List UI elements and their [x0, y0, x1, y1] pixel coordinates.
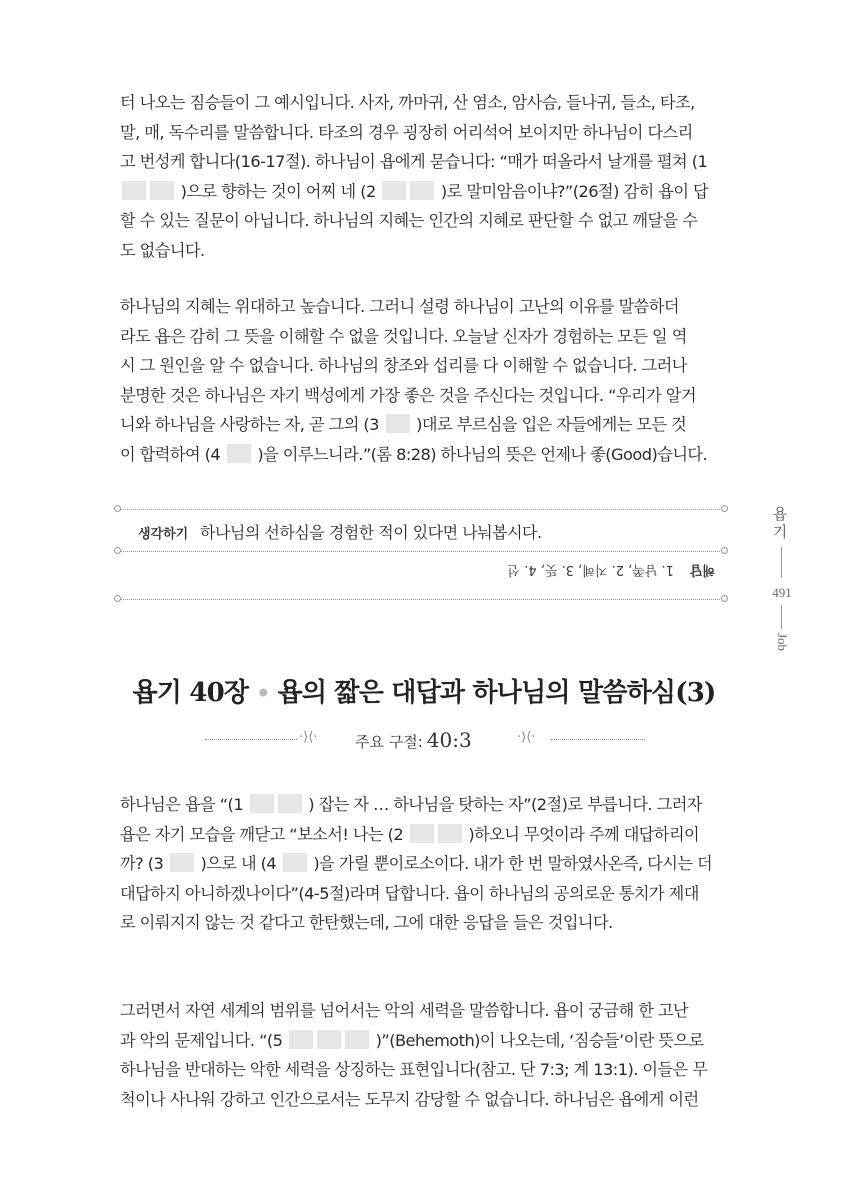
answer-text: 1. 남쪽, 2. 지혜, 3. 뜻, 4. 선 [507, 562, 674, 577]
text-line [120, 440, 732, 470]
page-number: 491 [772, 585, 792, 600]
answer-blank [122, 181, 146, 200]
text-run: )을 이루느니라.”(롬 8:28) 하나님의 뜻은 언제나 좋(Good)습니다. [252, 444, 708, 464]
text-line [120, 177, 732, 207]
chapter-heading [0, 672, 848, 709]
answer-blank [386, 414, 410, 433]
chapter-number: 욥기 40장 [132, 678, 249, 708]
text-line [120, 790, 732, 820]
text-line [120, 292, 732, 322]
text-run: 까? (3 [120, 854, 168, 873]
text-run: 도 없습니다. [120, 240, 205, 260]
text-line [120, 879, 732, 909]
ornament-icon: ·⟩⟨· [299, 730, 318, 745]
ornament-line [551, 739, 645, 740]
answer-blank [170, 853, 194, 872]
text-run: 분명한 것은 하나님은 자기 백성에게 가장 좋은 것을 주신다는 것입니다. “우리가 알거 [120, 385, 696, 405]
text-run: 니와 하나님을 사랑하는 자, 곧 그의 (3 [120, 415, 384, 434]
side-book-english: Job [775, 633, 790, 652]
divider-end [721, 505, 728, 512]
text-run: 하나님은 욥을 “(1 [120, 795, 248, 814]
divider-end [721, 595, 728, 602]
text-run: ) 잡는 자 … 하나님을 탓하는 자”(2절)로 부릅니다. 그러자 [303, 795, 702, 814]
answer-blank [250, 794, 274, 813]
side-tab [770, 505, 794, 675]
answer-blank [289, 1030, 313, 1049]
text-run: 로 이뤄지지 않는 것 같다고 한탄했는데, 그에 대한 응답을 들은 것입니다. [120, 913, 613, 932]
text-run: 척이나 사나워 강하고 인간으로서는 도무지 감당할 수 없습니다. 하나님은 욥에게 이런 [120, 1089, 699, 1109]
text-line [120, 410, 732, 440]
think-box [120, 505, 720, 605]
divider [120, 599, 720, 600]
text-line [120, 118, 732, 148]
text-line [120, 147, 732, 177]
answer-blank [227, 444, 251, 463]
answer-blank [150, 181, 174, 200]
title-separator: • [256, 681, 270, 707]
divider [120, 509, 720, 510]
text-run: 하나님을 반대하는 악한 세력을 상징하는 표현입니다(참고. 단 7:3; 계 13:1). 이들은 무 [120, 1060, 708, 1079]
divider [120, 551, 720, 552]
divider-end [114, 547, 121, 554]
text-run: 과 악의 문제입니다. “(5 [120, 1030, 288, 1050]
body-paragraph [120, 790, 732, 938]
body-paragraph [120, 88, 732, 265]
text-line [120, 996, 732, 1026]
text-run: )로 말미암음이냐?”(26절) 감히 욥이 답 [436, 181, 709, 201]
answer-key-upside-down [445, 557, 715, 581]
text-run: 하나님의 지혜는 위대하고 높습니다. 그러니 설령 하나님이 고난의 이유를 말씀하더 [120, 297, 679, 316]
answer-blank [345, 1030, 369, 1049]
text-run: )”(Behemoth)이 나오는데, ‘짐승들’이란 뜻으로 [371, 1030, 704, 1050]
text-run: 시 그 원인을 알 수 없습니다. 하나님의 창조와 섭리를 다 이해할 수 없습니다. 그러나 [120, 356, 687, 375]
answer-blank [382, 181, 406, 200]
divider-end [721, 547, 728, 554]
text-run: 할 수 있는 질문이 아닙니다. 하나님의 지혜는 인간의 지혜로 판단할 수 없고 깨달을 수 [120, 211, 698, 230]
text-line [120, 381, 732, 411]
text-line [120, 908, 732, 938]
divider-end [114, 505, 121, 512]
text-line [120, 88, 732, 118]
think-question: 하나님의 선하심을 경험한 적이 있다면 나눠봅시다. [200, 523, 542, 542]
text-run: )으로 내 (4 [195, 854, 281, 873]
chapter-title: 욥의 짧은 대답과 하나님의 말씀하심(3) [277, 678, 716, 708]
think-label: 생각하기 [138, 527, 189, 542]
text-run: )대로 부르심을 입은 자들에게는 모든 것 [411, 415, 687, 434]
text-run: 말, 매, 독수리를 말씀합니다. 타조의 경우 굉장히 어리석어 보이지만 하나님이 다스리 [120, 122, 693, 142]
answer-blank [410, 181, 434, 200]
answer-blank [283, 853, 307, 872]
text-run: 이 합력하여 (4 [120, 444, 225, 464]
text-line [120, 820, 732, 850]
text-run: )을 가릴 뿐이로소이다. 내가 한 번 말하였사온즉, 다시는 더 [308, 854, 713, 873]
answer-blank [278, 794, 302, 813]
text-line [120, 1055, 732, 1085]
text-run: )으로 향하는 것이 어찌 네 (2 [176, 181, 381, 201]
text-line [120, 351, 732, 381]
text-line [120, 1026, 732, 1056]
side-rule [781, 547, 782, 577]
key-verse [205, 728, 645, 750]
body-paragraph [120, 292, 732, 469]
ornament-line [205, 739, 297, 740]
text-run: 라도 욥은 감히 그 뜻을 이해할 수 없을 것입니다. 오늘날 신자가 경험하는 모든 일 역 [120, 326, 687, 346]
text-line [120, 206, 732, 236]
text-run: 터 나오는 짐승들이 그 예시입니다. 사자, 까마귀, 산 염소, 암사슴, 들나귀, 들소, 타조, [120, 93, 695, 112]
text-line [120, 849, 732, 879]
side-rule [781, 605, 782, 629]
answer-blank [410, 824, 434, 843]
answer-blank [438, 824, 462, 843]
text-run: 고 번성케 합니다(16-17절). 하나님이 욥에게 묻습니다: “매가 떠올라서 날개를 펼쳐 (1 [120, 152, 708, 171]
text-run: 그러면서 자연 세계의 범위를 넘어서는 악의 세력을 말씀합니다. 욥이 궁금해 한 고난 [120, 1001, 689, 1020]
side-book-title: 욥기 [772, 505, 788, 541]
text-line [120, 322, 732, 352]
divider-end [114, 595, 121, 602]
text-run: )하오니 무엇이라 주께 대답하리이 [463, 824, 700, 844]
text-line [120, 1085, 732, 1115]
answer-blank [317, 1030, 341, 1049]
body-paragraph [120, 996, 732, 1114]
text-line [120, 236, 732, 266]
text-run: 대답하지 아니하겠나이다”(4-5절)라며 답합니다. 욥이 하나님의 공의로운 통치가 제대 [120, 883, 699, 903]
verse-text [355, 728, 495, 752]
verse-label: 주요 구절: [355, 733, 423, 751]
verse-ref: 40:3 [426, 728, 472, 752]
ornament-icon: ·⟩⟨· [517, 730, 536, 745]
answer-label: 해답 [689, 562, 715, 577]
text-run: 욥은 자기 모습을 깨닫고 “보소서! 나는 (2 [120, 824, 408, 844]
